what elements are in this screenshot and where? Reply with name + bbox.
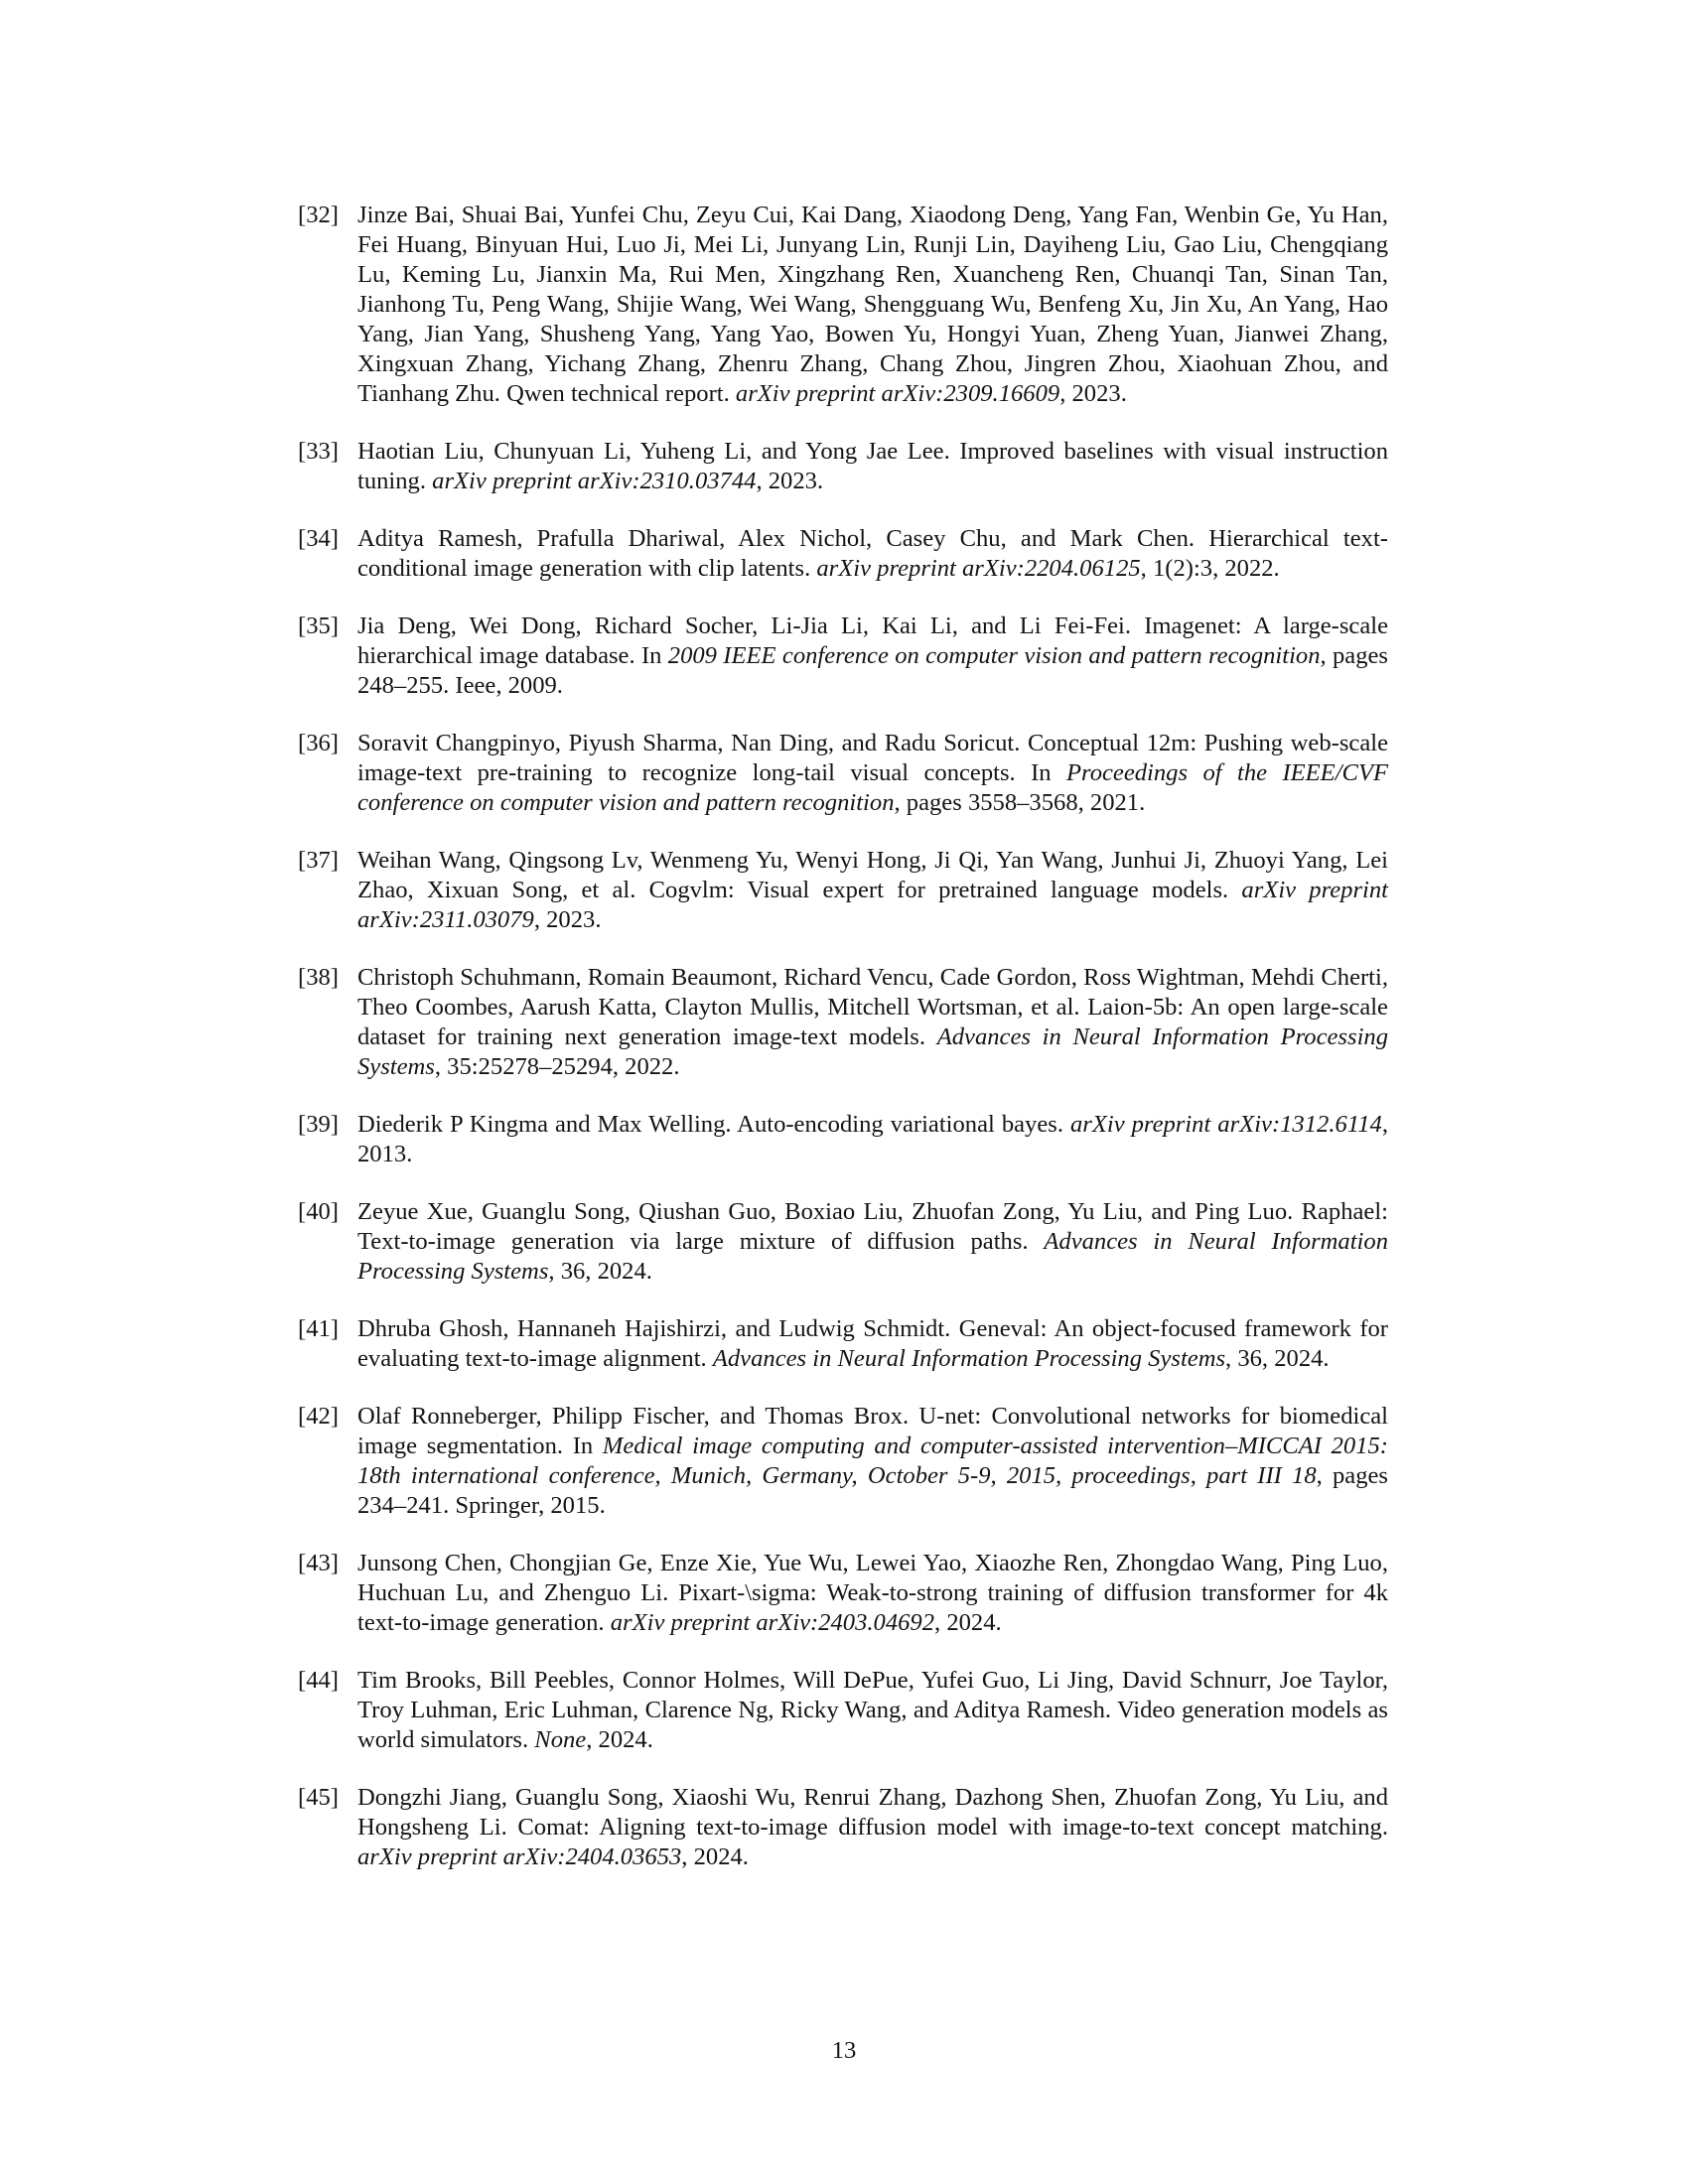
reference-authors: Zeyue Xue, Guanglu Song, Qiushan Guo, Boxiao Liu, Zhuofan Zong, Yu Liu, and Ping Luo. xyxy=(357,1198,1294,1225)
reference-details: , 2023. xyxy=(533,906,602,933)
page-number: 13 xyxy=(831,2037,857,2064)
reference-details: , pages 248–255. Ieee, 2009. xyxy=(357,642,1388,699)
reference-authors: Christoph Schuhmann, Romain Beaumont, Richard Vencu, Cade Gordon, Ross Wightman, Mehdi Cherti, Theo Coombes, Aarush Katta, Clayton Mullis, Mitchell Wortsman, et al. xyxy=(357,964,1388,1021)
reference-number: [34] xyxy=(298,525,339,552)
reference-authors: Junsong Chen, Chongjian Ge, Enze Xie, Yue Wu, Lewei Yao, Xiaozhe Ren, Zhongdao Wang, Ping Luo, Huchuan Lu, and Zhenguo Li. xyxy=(357,1550,1388,1606)
reference-venue: Advances in Neural Information Processing Systems xyxy=(357,1024,1389,1080)
reference-details: , 2024. xyxy=(934,1609,1002,1636)
reference-authors: Olaf Ronneberger, Philipp Fischer, and Thomas Brox. xyxy=(357,1403,910,1430)
reference-item xyxy=(298,1783,1388,1872)
reference-number: [42] xyxy=(298,1403,339,1430)
reference-authors: Tim Brooks, Bill Peebles, Connor Holmes, Will DePue, Yufei Guo, Li Jing, David Schnurr, Joe Taylor, Troy Luhman, Eric Luhman, Clarence Ng, Ricky Wang, and Aditya Ramesh. xyxy=(357,1667,1388,1723)
reference-number: [44] xyxy=(298,1667,339,1694)
reference-authors: Weihan Wang, Qingsong Lv, Wenmeng Yu, Wenyi Hong, Ji Qi, Yan Wang, Junhui Ji, Zhuoyi Yang, Lei Zhao, Xixuan Song, et al. xyxy=(357,847,1388,903)
reference-title: Geneval: An object-focused framework for evaluating text-to-image alignment. xyxy=(357,1315,1388,1372)
reference-details: , 2024. xyxy=(586,1726,653,1753)
reference-number: [41] xyxy=(298,1315,339,1342)
reference-title: Comat: Aligning text-to-image diffusion model with image-to-text concept matching. xyxy=(506,1814,1388,1841)
reference-text xyxy=(357,1403,1388,1519)
reference-item xyxy=(298,729,1388,818)
reference-venue: 2009 IEEE conference on computer vision and pattern recognition xyxy=(667,642,1321,669)
reference-text xyxy=(357,438,1388,494)
reference-item xyxy=(298,1549,1388,1638)
reference-text xyxy=(357,1198,1388,1285)
reference-venue: arXiv preprint arXiv:2310.03744 xyxy=(432,468,757,494)
reference-details: , 1(2):3, 2022. xyxy=(1140,555,1280,582)
reference-item xyxy=(298,1402,1388,1521)
reference-title: Pixart-\sigma: Weak-to-strong training of diffusion transformer for 4k text-to-image generation. xyxy=(357,1579,1389,1636)
reference-number: [39] xyxy=(298,1111,339,1138)
reference-number: [35] xyxy=(298,613,339,639)
reference-venue: Advances in Neural Information Processing Systems xyxy=(712,1345,1226,1372)
reference-title: Imagenet: A large-scale hierarchical image database. In xyxy=(357,613,1388,669)
reference-venue: Advances in Neural Information Processing Systems xyxy=(357,1228,1388,1285)
reference-item xyxy=(298,963,1388,1082)
reference-title: Laion-5b: An open large-scale dataset for training next generation image-text models. xyxy=(357,994,1388,1050)
reference-details: , 2023. xyxy=(756,468,824,494)
reference-text xyxy=(357,525,1388,582)
reference-number: [36] xyxy=(298,730,339,756)
reference-title: Qwen technical report. xyxy=(499,380,736,407)
reference-authors: Dongzhi Jiang, Guanglu Song, Xiaoshi Wu, Renrui Zhang, Dazhong Shen, Zhuofan Zong, Yu Liu, and Hongsheng Li. xyxy=(357,1784,1388,1841)
reference-item xyxy=(298,612,1388,701)
reference-title: Hierarchical text-conditional image generation with clip latents. xyxy=(357,525,1388,582)
reference-number: [40] xyxy=(298,1198,339,1225)
reference-text xyxy=(357,613,1388,699)
reference-item xyxy=(298,846,1388,935)
reference-text xyxy=(357,1667,1388,1753)
reference-details: , pages 3558–3568, 2021. xyxy=(894,789,1146,816)
reference-authors: Dhruba Ghosh, Hannaneh Hajishirzi, and Ludwig Schmidt. xyxy=(357,1315,951,1342)
reference-authors: Aditya Ramesh, Prafulla Dhariwal, Alex Nichol, Casey Chu, and Mark Chen. xyxy=(357,525,1196,552)
reference-authors: Soravit Changpinyo, Piyush Sharma, Nan Ding, and Radu Soricut. xyxy=(357,730,1021,756)
reference-title: Improved baselines with visual instruction tuning. xyxy=(357,438,1389,494)
reference-item xyxy=(298,437,1388,496)
reference-item xyxy=(298,1110,1388,1169)
reference-text xyxy=(357,730,1388,816)
reference-authors: Haotian Liu, Chunyuan Li, Yuheng Li, and Yong Jae Lee. xyxy=(357,438,950,465)
reference-title: Auto-encoding variational bayes. xyxy=(731,1111,1070,1138)
reference-details: , 2023. xyxy=(1059,380,1127,407)
reference-title: Raphael: Text-to-image generation via large mixture of diffusion paths. xyxy=(357,1198,1389,1255)
reference-item xyxy=(298,524,1388,584)
reference-text xyxy=(357,1784,1388,1870)
reference-title: Cogvlm: Visual expert for pretrained language models. xyxy=(635,877,1242,903)
reference-number: [37] xyxy=(298,847,339,874)
reference-authors: Jia Deng, Wei Dong, Richard Socher, Li-Jia Li, Kai Li, and Li Fei-Fei. xyxy=(357,613,1132,639)
reference-text xyxy=(357,1111,1388,1167)
reference-item xyxy=(298,201,1388,409)
reference-item xyxy=(298,1314,1388,1374)
reference-list xyxy=(298,201,1388,1900)
reference-details: , 36, 2024. xyxy=(548,1258,652,1285)
reference-number: [43] xyxy=(298,1550,339,1576)
reference-text xyxy=(357,964,1388,1080)
reference-item xyxy=(298,1197,1388,1287)
reference-details: , 2024. xyxy=(681,1843,749,1870)
reference-title: Video generation models as world simulators. xyxy=(357,1697,1388,1753)
reference-authors: Diederik P Kingma and Max Welling. xyxy=(357,1111,732,1138)
reference-venue: arXiv preprint arXiv:2403.04692 xyxy=(610,1609,935,1636)
reference-text xyxy=(357,202,1388,407)
reference-text xyxy=(357,1315,1388,1372)
reference-venue: arXiv preprint arXiv:2309.16609 xyxy=(735,380,1060,407)
reference-details: , 2013. xyxy=(357,1111,1388,1167)
reference-venue: None xyxy=(534,1726,587,1753)
reference-number: [45] xyxy=(298,1784,339,1811)
reference-text xyxy=(357,1550,1388,1636)
reference-venue: Medical image computing and computer-assisted intervention–MICCAI 2015: 18th international conference, Munich, Germany, October 5-9, 2015, proceedings, part III 18 xyxy=(357,1433,1388,1489)
reference-venue: arXiv preprint arXiv:2404.03653 xyxy=(357,1843,682,1870)
reference-title: U-net: Convolutional networks for biomedical image segmentation. In xyxy=(357,1403,1389,1459)
reference-authors: Jinze Bai, Shuai Bai, Yunfei Chu, Zeyu Cui, Kai Dang, Xiaodong Deng, Yang Fan, Wenbin Ge, Yu Han, Fei Huang, Binyuan Hui, Luo Ji, Mei Li, Junyang Lin, Runji Lin, Dayiheng Liu, Gao Liu, Chengqiang Lu, Keming Lu, Jianxin Ma, Rui Men, Xingzhang Ren, Xuancheng Ren, Chuanqi Tan, Sinan Tan, Jianhong Tu, Peng Wang, Shijie Wang, Wei Wang, Shengguang Wu, Benfeng Xu, Jin Xu, An Yang, Hao Yang, Jian Yang, Shusheng Yang, Yang Yao, Bowen Yu, Hongyi Yuan, Zheng Yuan, Jianwei Zhang, Xingxuan Zhang, Yichang Zhang, Zhenru Zhang, Chang Zhou, Jingren Zhou, Xiaohuan Zhou, and Tianhang Zhu. xyxy=(357,202,1388,407)
reference-details: , 35:25278–25294, 2022. xyxy=(434,1053,680,1080)
reference-number: [38] xyxy=(298,964,339,991)
reference-number: [33] xyxy=(298,438,339,465)
reference-venue: arXiv preprint arXiv:2311.03079 xyxy=(357,877,1388,933)
reference-text xyxy=(357,847,1388,933)
reference-venue: arXiv preprint arXiv:2204.06125 xyxy=(816,555,1141,582)
reference-details: , 36, 2024. xyxy=(1225,1345,1330,1372)
reference-details: , pages 234–241. Springer, 2015. xyxy=(357,1462,1388,1519)
reference-item xyxy=(298,1666,1388,1755)
reference-title: Conceptual 12m: Pushing web-scale image-text pre-training to recognize long-tail visual concepts. In xyxy=(357,730,1388,786)
reference-number: [32] xyxy=(298,202,339,228)
reference-venue: Proceedings of the IEEE/CVF conference on computer vision and pattern recognition xyxy=(357,759,1388,816)
reference-venue: arXiv preprint arXiv:1312.6114 xyxy=(1069,1111,1382,1138)
